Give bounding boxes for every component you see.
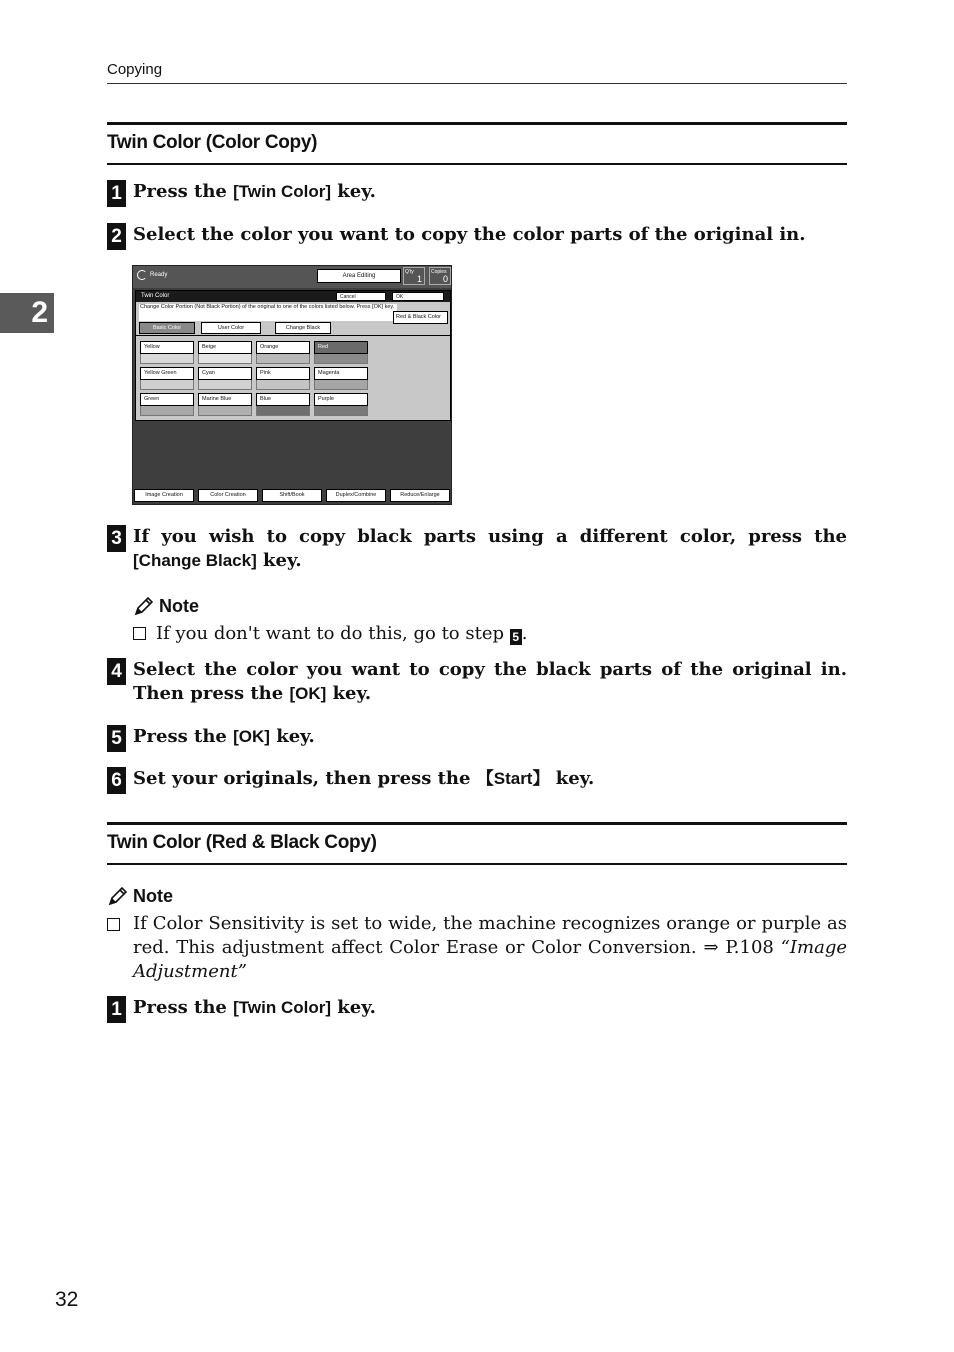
- key-name: [OK]: [289, 684, 327, 703]
- color-label: Red: [314, 341, 368, 354]
- color-label: Beige: [198, 341, 252, 354]
- checkbox-bullet: [107, 918, 120, 931]
- chapter-tab: 2: [0, 293, 54, 333]
- page-number: 32: [55, 1288, 79, 1311]
- section-heading-red-black-copy: [107, 822, 847, 865]
- color-swatch: [314, 354, 368, 364]
- step-number: 3: [107, 525, 126, 552]
- cross-reference: “Image Adjustment”: [133, 937, 847, 982]
- duplex-combine-button[interactable]: Duplex/Combine: [326, 489, 386, 502]
- color-creation-button[interactable]: Color Creation: [198, 489, 258, 502]
- color-label: Magenta: [314, 367, 368, 380]
- running-header: Copying: [107, 61, 163, 78]
- step-text: If you wish to copy black parts using a different color, press the [Change Black] key.: [133, 526, 847, 571]
- color-label: Yellow: [140, 341, 194, 354]
- tab-divider: [136, 335, 450, 336]
- note-item: If Color Sensitivity is set to wide, the machine recognizes orange or purple as red. This adjustment affect Color Erase or Color Conversion. ⇒ P.108 “Image Adjustment”: [107, 912, 847, 984]
- screen-status-bar: [133, 266, 452, 288]
- color-label: Blue: [256, 393, 310, 406]
- step-text: Press the [OK] key.: [133, 726, 315, 747]
- control-panel-screen: [132, 265, 452, 505]
- color-label: Green: [140, 393, 194, 406]
- color-label: Cyan: [198, 367, 252, 380]
- step-reference: 5: [510, 629, 522, 645]
- note-heading: Note: [107, 885, 173, 907]
- color-swatch: [140, 354, 194, 364]
- note-heading: Note: [133, 595, 199, 617]
- color-button-yellow-green[interactable]: [140, 367, 194, 391]
- section-title: Twin Color (Red & Black Copy): [107, 832, 377, 853]
- panel-title: Twin Color: [136, 291, 450, 302]
- pencil-icon: [133, 595, 155, 617]
- color-button-blue[interactable]: [256, 393, 310, 417]
- color-button-pink[interactable]: [256, 367, 310, 391]
- color-swatch: [140, 406, 194, 416]
- color-label: Marine Blue: [198, 393, 252, 406]
- step-text: Select the color you want to copy the black parts of the original in. Then press the [OK] key.: [133, 659, 847, 704]
- color-label: Purple: [314, 393, 368, 406]
- shift-book-button[interactable]: Shift/Book: [262, 489, 322, 502]
- color-button-red[interactable]: [314, 341, 368, 365]
- screen-bottom-bar: [133, 488, 452, 505]
- color-swatch: [314, 406, 368, 416]
- step-number: 5: [107, 725, 126, 752]
- step-number: 1: [107, 996, 126, 1023]
- step-1-red-black: [107, 996, 847, 1020]
- mode-indicator: Area Editing: [317, 269, 401, 283]
- color-label: Yellow Green: [140, 367, 194, 380]
- twin-color-panel: [135, 290, 451, 421]
- key-name: [Twin Color]: [233, 182, 332, 201]
- header-rule: [107, 83, 847, 84]
- color-swatch: [198, 406, 252, 416]
- step-number: 4: [107, 658, 126, 685]
- color-swatch: [256, 380, 310, 390]
- copies-counter: Copies 0: [429, 267, 451, 285]
- step-text: Press the [Twin Color] key.: [133, 997, 376, 1018]
- section-title: Twin Color (Color Copy): [107, 132, 318, 153]
- color-swatch: [198, 380, 252, 390]
- note-item: If you don't want to do this, go to step 5 .: [133, 622, 527, 646]
- ok-button[interactable]: OK: [392, 292, 444, 301]
- tab-change-black[interactable]: Change Black: [275, 322, 331, 334]
- color-label: Pink: [256, 367, 310, 380]
- pencil-icon: [107, 885, 129, 907]
- panel-description: Change Color Portion (Not Black Portion) of the original to one of the colors listed below. Press [OK] key.: [139, 304, 397, 321]
- step-1: [107, 180, 847, 204]
- checkbox-bullet: [133, 627, 146, 640]
- key-name: [Twin Color]: [233, 998, 332, 1017]
- color-button-orange[interactable]: [256, 341, 310, 365]
- step-4: [107, 658, 847, 706]
- status-ready: Ready: [137, 270, 167, 280]
- color-swatch: [198, 354, 252, 364]
- ready-icon: [137, 270, 147, 280]
- step-2: [107, 223, 847, 247]
- cancel-button[interactable]: Cancel: [336, 292, 386, 301]
- color-button-cyan[interactable]: [198, 367, 252, 391]
- tab-basic-color[interactable]: Basic Color: [139, 322, 195, 334]
- color-button-magenta[interactable]: [314, 367, 368, 391]
- key-name: [Change Black]: [133, 551, 257, 570]
- color-swatch: [314, 380, 368, 390]
- step-6: [107, 767, 847, 791]
- color-label: Orange: [256, 341, 310, 354]
- section-heading-color-copy: [107, 122, 847, 165]
- color-button-beige[interactable]: [198, 341, 252, 365]
- step-number: 2: [107, 223, 126, 250]
- color-button-green[interactable]: [140, 393, 194, 417]
- step-number: 1: [107, 180, 126, 207]
- color-swatch: [140, 380, 194, 390]
- step-text: Select the color you want to copy the color parts of the original in.: [133, 224, 806, 245]
- quantity-counter: Q'ty 1: [403, 267, 425, 285]
- key-name: 【Start】: [476, 769, 550, 788]
- step-3: [107, 525, 847, 573]
- color-button-marine-blue[interactable]: [198, 393, 252, 417]
- image-creation-button[interactable]: Image Creation: [134, 489, 194, 502]
- tab-user-color[interactable]: User Color: [201, 322, 261, 334]
- step-5: [107, 725, 847, 749]
- color-swatch: [256, 406, 310, 416]
- step-text: Press the [Twin Color] key.: [133, 181, 376, 202]
- step-text: Set your originals, then press the 【Start】 key.: [133, 768, 595, 789]
- reduce-enlarge-button[interactable]: Reduce/Enlarge: [390, 489, 450, 502]
- color-button-purple[interactable]: [314, 393, 368, 417]
- step-number: 6: [107, 767, 126, 794]
- red-black-color-button[interactable]: Red & Black Color: [393, 311, 448, 324]
- color-swatch: [256, 354, 310, 364]
- color-button-yellow[interactable]: [140, 341, 194, 365]
- key-name: [OK]: [233, 727, 270, 746]
